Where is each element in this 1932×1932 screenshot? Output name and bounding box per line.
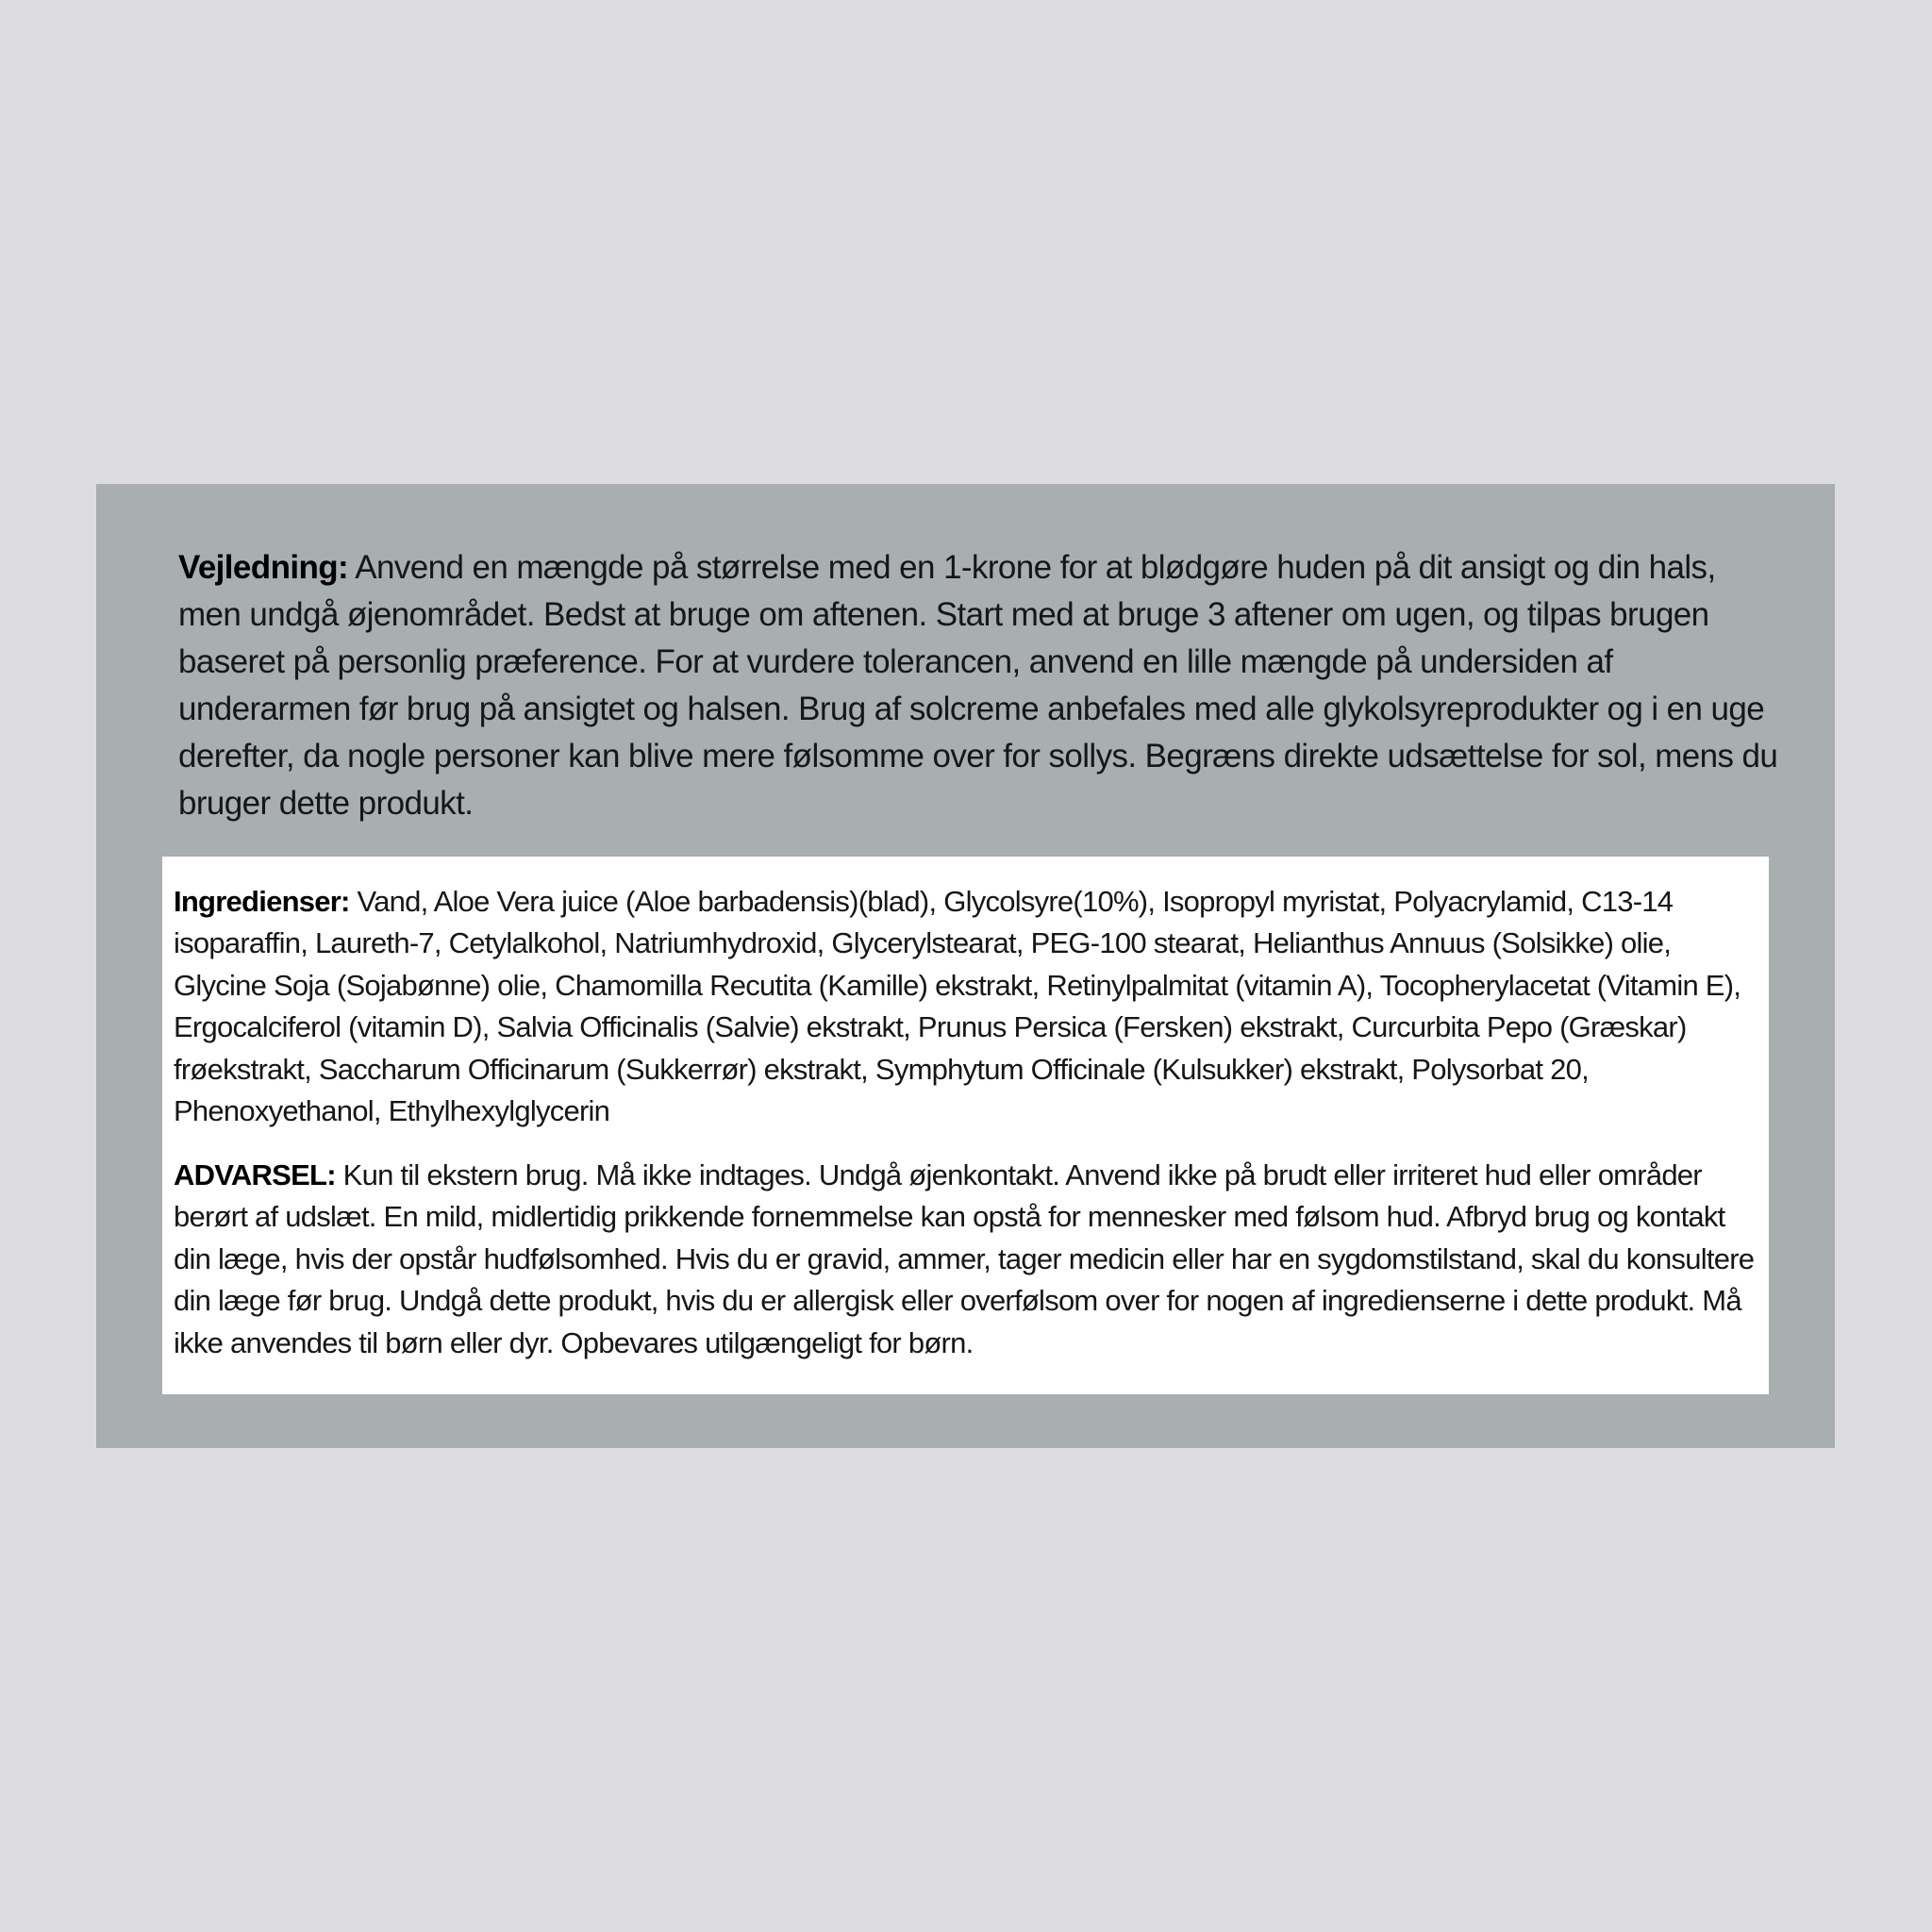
warning-heading: ADVARSEL:: [174, 1158, 336, 1191]
directions-paragraph: [178, 544, 1782, 827]
ingredients-heading: Ingredienser:: [174, 885, 350, 918]
ingredients-paragraph: [174, 881, 1758, 1132]
directions-text: Anvend en mængde på størrelse med en 1-krone for at blødgøre huden på dit ansigt og din hals, men undgå øjenområdet. Bedst at bruge om aftenen. Start med at bruge 3 aftener om ugen, og tilpas brugen baseret på personlig præference. For at vurdere tolerancen, anvend en lille mængde på undersiden af underarmen før brug på ansigtet og halsen. Brug af solcreme anbefales med alle glykolsyreprodukter og i en uge derefter, da nogle personer kan blive mere følsomme over for sollys. Begræns direkte udsættelse for sol, mens du bruger dette produkt.: [178, 549, 1778, 822]
directions-heading: Vejledning:: [178, 549, 349, 586]
ingredients-warning-box: [162, 857, 1769, 1394]
warning-text: Kun til ekstern brug. Må ikke indtages. Undgå øjenkontakt. Anvend ikke på brudt eller irriteret hud eller områder berørt af udslæt. En mild, midlertidig prikkende fornemmelse kan opstå for mennesker med følsom hud. Afbryd brug og kontakt din læge, hvis der opstår hudfølsomhed. Hvis du er gravid, ammer, tager medicin eller har en sygdomstilstand, skal du konsultere din læge før brug. Undgå dette produkt, hvis du er allergisk eller overfølsom over for nogen af ingredienserne i dette produkt. Må ikke anvendes til børn eller dyr. Opbevares utilgængeligt for børn.: [174, 1158, 1755, 1359]
product-label-panel: [96, 484, 1835, 1448]
warning-paragraph: [174, 1155, 1758, 1364]
ingredients-text: Vand, Aloe Vera juice (Aloe barbadensis)(blad), Glycolsyre(10%), Isopropyl myristat, Polyacrylamid, C13-14 isoparaffin, Laureth-7, Cetylalkohol, Natriumhydroxid, Glycerylstearat, PEG-100 stearat, Helianthus Annuus (Solsikke) olie, Glycine Soja (Sojabønne) olie, Chamomilla Recutita (Kamille) ekstrakt, Retinylpalmitat (vitamin A), Tocopherylacetat (Vitamin E), Ergocalciferol (vitamin D), Salvia Officinalis (Salvie) ekstrakt, Prunus Persica (Fersken) ekstrakt, Curcurbita Pepo (Græskar) frøekstrakt, Saccharum Officinarum (Sukkerrør) ekstrakt, Symphytum Officinale (Kulsukker) ekstrakt, Polysorbat 20, Phenoxyethanol, Ethylhexylglycerin: [174, 885, 1741, 1128]
